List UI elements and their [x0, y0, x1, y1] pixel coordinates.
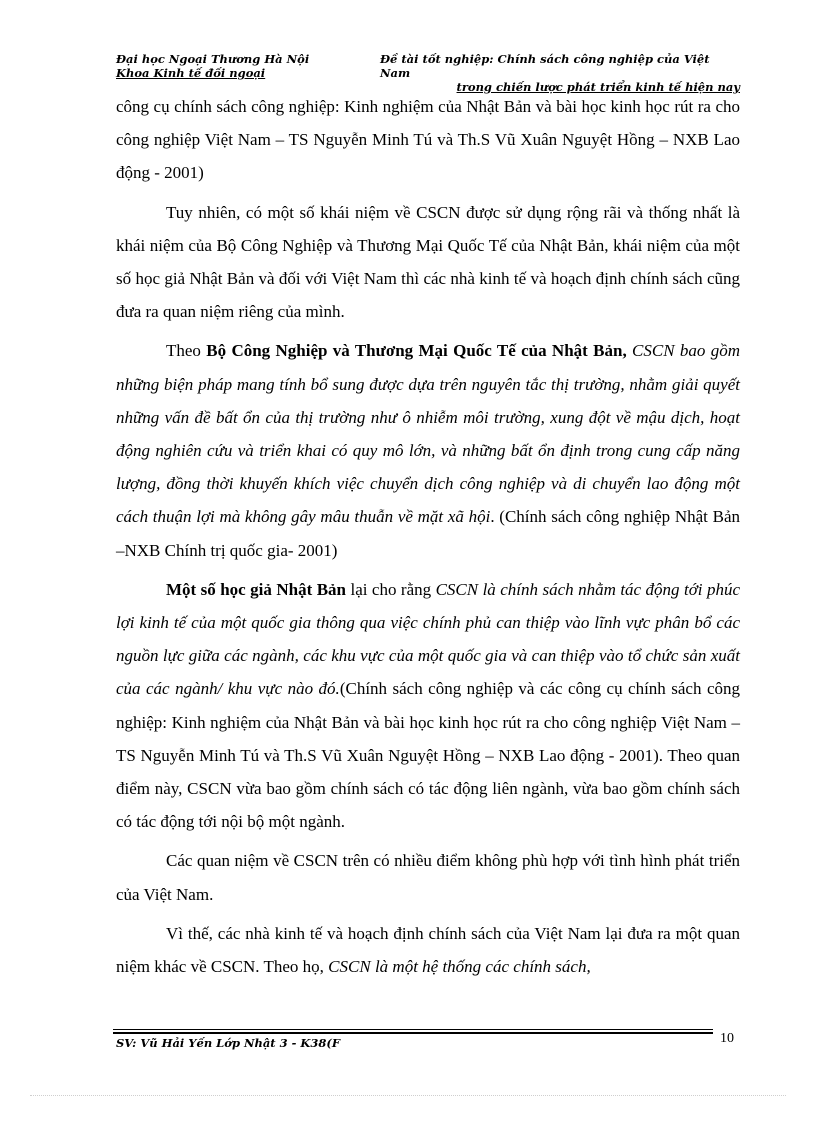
header-left — [116, 52, 309, 80]
paragraph-6 — [116, 917, 740, 983]
page-bottom-dotted-line — [30, 1095, 786, 1096]
paragraph-2: Tuy nhiên, có một số khái niệm về CSCN được sử dụng rộng rãi và thống nhất là khái niệm của Bộ Công Nghiệp và Thương Mại Quốc Tế của Nhật Bản, khái niệm của một số học giả Nhật Bản và đối với Việt Nam thì các nhà kinh tế và hoạch định chính sách cũng đưa ra quan niệm riêng của mình. — [116, 202, 740, 322]
header-thesis-title: Đề tài tốt nghiệp: Chính sách công nghiệp của Việt Nam — [380, 52, 710, 80]
header-thesis-subtitle: trong chiến lược phát triển kinh tế hiện nay — [456, 80, 740, 94]
p6-definition: CSCN là một hệ thống các chính sách, — [328, 957, 591, 977]
p3-lead: Theo — [166, 341, 207, 361]
footer-rule-thick — [113, 1032, 713, 1034]
p4-definition: CSCN là chính sách nhằm tác động tới phúc lợi kinh tế của một quốc gia thông qua việc chính phủ can thiệp vào lĩnh vực phân bổ các nguồn lực giữa các ngành, các khu vực của một quốc gia và can thiệp vào tổ chức sản xuất của các ngành/ khu vực nào đó. — [116, 579, 741, 699]
paragraph-4 — [116, 573, 740, 839]
p3-bold-term: Bộ Công Nghiệp và Thương Mại Quốc Tế của Nhật Bản, — [206, 341, 627, 361]
body-text — [116, 90, 740, 989]
paragraph-5: Các quan niệm về CSCN trên có nhiều điểm không phù hợp với tình hình phát triển của Việt Nam. — [116, 851, 740, 904]
header-right — [380, 52, 740, 94]
p4-citation: (Chính sách công nghiệp và các công cụ chính sách công nghiệp: Kinh nghiệm của Nhật Bản và bài học kinh học rút ra cho công nghiệp Việt Nam – TS Nguyễn Minh Tú và Th.S Vũ Xuân Nguyệt Hồng – NXB Lao động - 2001). Theo quan điểm này, CSCN vừa bao gồm chính sách có tác động liên ngành, vừa bao gồm chính sách có tác động tới nội bộ một ngành. — [116, 679, 740, 832]
p4-bold-term: Một số học giả Nhật Bản — [166, 579, 347, 599]
p6-lead: Vì thế, các nhà kinh tế và hoạch định chính sách của Việt Nam lại đưa ra một quan niệm khác về CSCN. Theo họ, — [116, 923, 740, 977]
footer-rule-thin — [113, 1029, 713, 1030]
paragraph-1: công cụ chính sách công nghiệp: Kinh nghiệm của Nhật Bản và bài học kinh học rút ra cho công nghiệp Việt Nam – TS Nguyễn Minh Tú và Th.S Vũ Xuân Nguyệt Hồng – NXB Lao động - 2001) — [116, 97, 740, 183]
footer-author: SV: Vũ Hải Yến Lớp Nhật 3 - K38(F — [116, 1036, 341, 1050]
header-university: Đại học Ngoại Thương Hà Nội — [116, 52, 310, 66]
p3-citation: . (Chính sách công nghiệp Nhật Bản –NXB Chính trị quốc gia- 2001) — [116, 507, 740, 560]
p3-definition: CSCN bao gồm những biện pháp mang tính bổ sung được dựa trên nguyên tắc thị trường, nhằm giải quyết những vấn đề bất ổn của thị trường như ô nhiễm môi trường, xung đột về mậu dịch, hoạt động nghiên cứu và triển khai có quy mô lớn, và những bất ổn định trong cung cấp năng lượng, đồng thời khuyến khích việc chuyển dịch công nghiệp và di chuyển lao động một cách thuận lợi mà không gây mâu thuẫn về mặt xã hội — [116, 341, 740, 527]
header-faculty: Khoa Kinh tế đối ngoại — [116, 66, 266, 80]
paragraph-3 — [116, 334, 740, 566]
p4-mid: lại cho rằng — [346, 579, 436, 599]
page-number: 10 — [720, 1031, 734, 1046]
